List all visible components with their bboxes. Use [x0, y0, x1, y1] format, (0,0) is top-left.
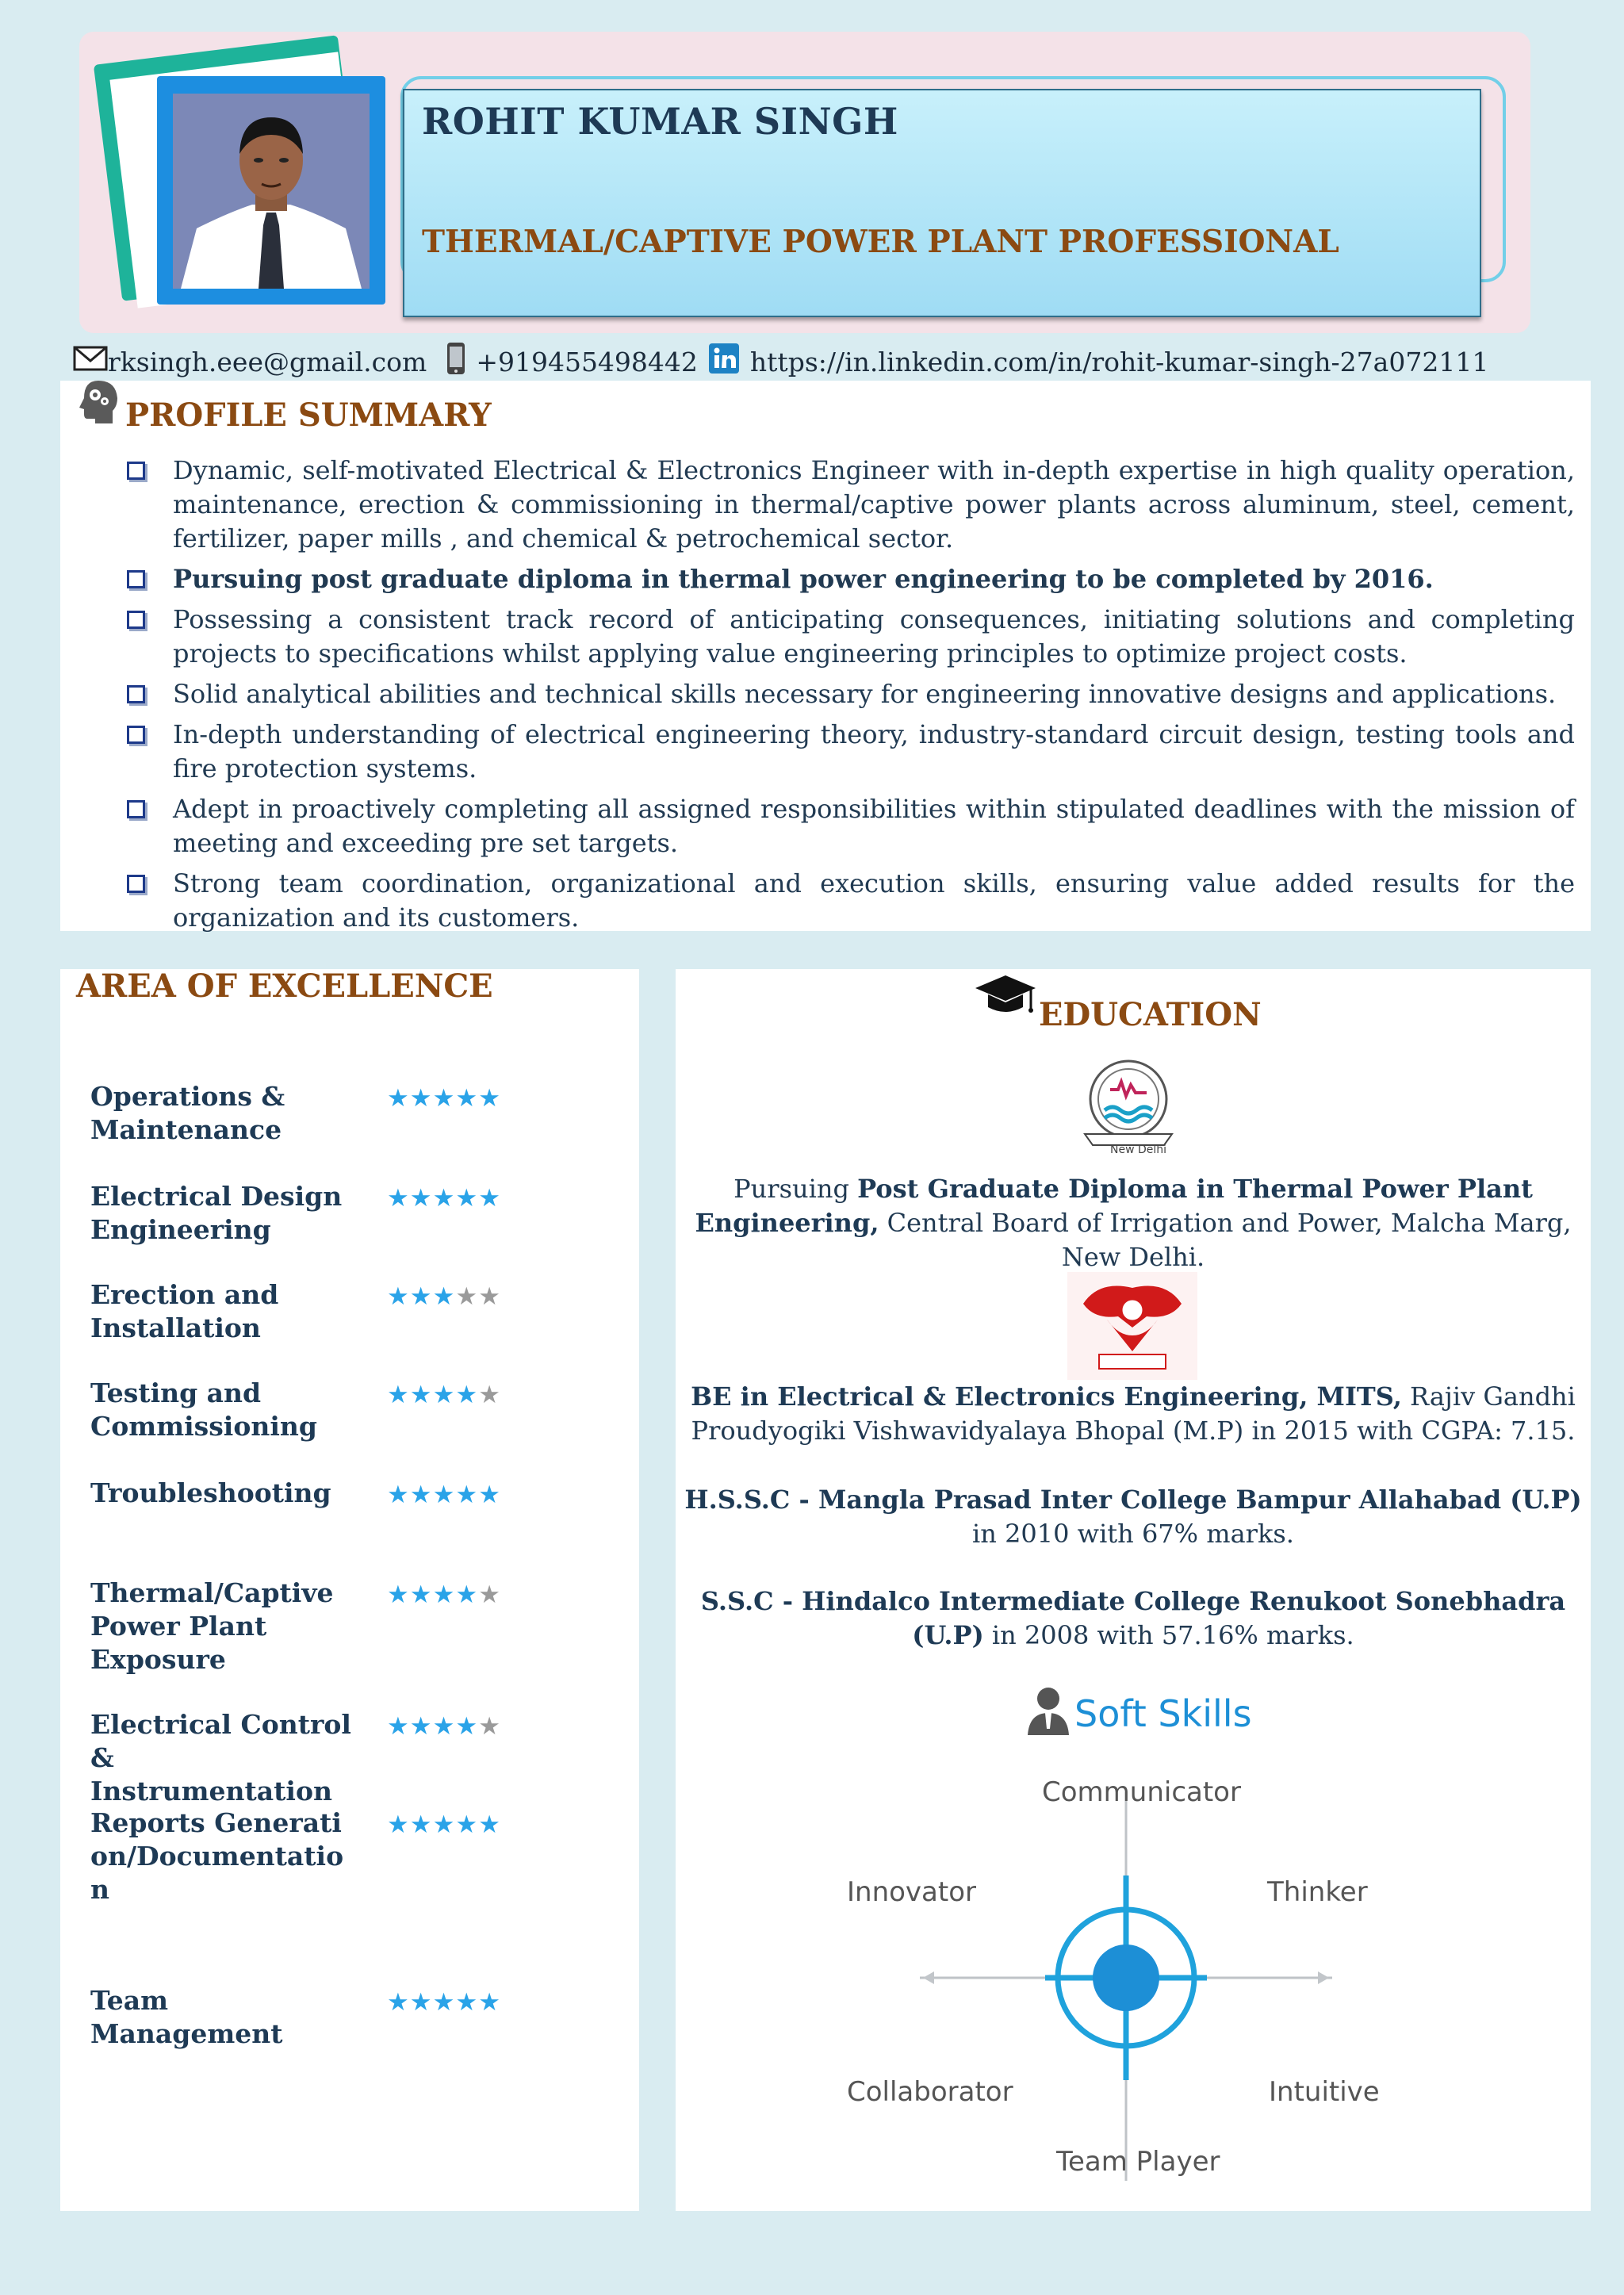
star-empty-icon: ★ — [478, 1381, 501, 1409]
soft-skill-label: Thinker — [1267, 1876, 1368, 1908]
star-filled-icon: ★ — [455, 1084, 479, 1113]
checkbox-bullet-icon — [127, 611, 145, 629]
soft-skill-label: Team Player — [1056, 2146, 1220, 2178]
star-empty-icon: ★ — [478, 1580, 501, 1609]
linkedin-link[interactable]: https://in.linkedin.com/in/rohit-kumar-singh-27a072111 — [749, 346, 1489, 377]
star-filled-icon: ★ — [387, 1381, 410, 1409]
checkbox-bullet-icon — [127, 800, 145, 818]
profile-summary-title: PROFILE SUMMARY — [125, 397, 492, 434]
star-filled-icon: ★ — [432, 1184, 456, 1213]
star-filled-icon: ★ — [432, 1381, 456, 1409]
soft-skills-diagram — [912, 1776, 1364, 2197]
star-filled-icon: ★ — [409, 1184, 433, 1213]
star-filled-icon: ★ — [409, 1988, 433, 2017]
skill-name: Team Management — [90, 1985, 283, 2049]
list-item: Possessing a consistent track record of anticipating consequences, initiating solutions and completing projects to specifications whilst applying value engineering principles to optimize project costs. — [124, 603, 1575, 671]
list-item: Pursuing post graduate diploma in thermal power engineering to be completed by 2016. — [124, 562, 1575, 596]
skill-rating-stars — [387, 1581, 501, 1608]
star-filled-icon: ★ — [432, 1481, 456, 1509]
education-entry: S.S.C - Hindalco Intermediate College Renukoot Sonebhadra (U.P) in 2008 with 57.16% marks. — [700, 1586, 1566, 1650]
skill-name: Reports Generation/Documentation — [90, 1807, 344, 1905]
star-filled-icon: ★ — [432, 1810, 456, 1839]
graduation-cap-icon — [974, 969, 1037, 1025]
star-filled-icon: ★ — [432, 1084, 456, 1113]
star-filled-icon: ★ — [455, 1184, 479, 1213]
star-filled-icon: ★ — [455, 1381, 479, 1409]
star-filled-icon: ★ — [387, 1988, 410, 2017]
star-filled-icon: ★ — [409, 1580, 433, 1609]
star-filled-icon: ★ — [478, 1184, 501, 1213]
email-link[interactable]: rksingh.eee@gmail.com — [108, 346, 427, 377]
education-entry: H.S.S.C - Mangla Prasad Inter College Bampur Allahabad (U.P) in 2010 with 67% marks. — [684, 1485, 1582, 1549]
skill-name: Thermal/Captive Power Plant Exposure — [90, 1577, 334, 1675]
left-arrow-icon — [923, 1971, 934, 1984]
star-filled-icon: ★ — [409, 1481, 433, 1509]
star-filled-icon: ★ — [455, 1810, 479, 1839]
soft-skill-label: Collaborator — [847, 2076, 1013, 2108]
star-filled-icon: ★ — [455, 1580, 479, 1609]
skill-rating-stars — [387, 1085, 501, 1112]
education-entry: Pursuing Post Graduate Diploma in Thermal Power Plant Engineering, Central Board of Irrigation and Power, Malcha Marg, New Delhi. — [695, 1174, 1572, 1272]
skill-name: Operations & Maintenance — [90, 1081, 285, 1145]
star-empty-icon: ★ — [478, 1282, 501, 1311]
star-filled-icon: ★ — [387, 1282, 410, 1311]
education-entry: BE in Electrical & Electronics Engineering, MITS, Rajiv Gandhi Proudyogiki Vishwavidyalaya Bhopal (M.P) in 2015 with CGPA: 7.15. — [691, 1381, 1576, 1446]
star-filled-icon: ★ — [387, 1184, 410, 1213]
star-filled-icon: ★ — [455, 1988, 479, 2017]
person-icon — [1025, 1684, 1072, 1738]
checkbox-bullet-icon — [127, 685, 145, 703]
cbip-logo-caption: New Delhi — [1110, 1144, 1167, 1156]
star-filled-icon: ★ — [432, 1712, 456, 1741]
star-filled-icon: ★ — [409, 1282, 433, 1311]
star-filled-icon: ★ — [409, 1084, 433, 1113]
candidate-name: ROHIT KUMAR SINGH — [422, 100, 898, 143]
star-filled-icon: ★ — [455, 1712, 479, 1741]
star-filled-icon: ★ — [455, 1481, 479, 1509]
list-item: Dynamic, self-motivated Electrical & Electronics Engineer with in-depth expertise in high quality operation, maintenance, erection & commissioning in thermal/captive power plants across aluminum, steel, cement, fertilizer, paper mills , and chemical & petrochemical sector. — [124, 454, 1575, 556]
skill-name: Troubleshooting — [90, 1477, 331, 1508]
soft-skill-label: Communicator — [1042, 1776, 1241, 1808]
star-filled-icon: ★ — [478, 1084, 501, 1113]
skill-rating-stars — [387, 1989, 501, 2016]
skill-rating-stars — [387, 1811, 501, 1838]
checkbox-bullet-icon — [127, 875, 145, 893]
star-filled-icon: ★ — [478, 1481, 501, 1509]
star-filled-icon: ★ — [478, 1810, 501, 1839]
star-empty-icon: ★ — [478, 1712, 501, 1741]
star-filled-icon: ★ — [432, 1988, 456, 2017]
education-title: EDUCATION — [1039, 996, 1262, 1033]
star-filled-icon: ★ — [387, 1084, 410, 1113]
star-filled-icon: ★ — [387, 1481, 410, 1509]
envelope-icon — [73, 345, 108, 378]
star-filled-icon: ★ — [432, 1580, 456, 1609]
list-item: Adept in proactively completing all assigned responsibilities within stipulated deadlines with the mission of meeting and exceeding pre set targets. — [124, 792, 1575, 860]
star-filled-icon: ★ — [387, 1580, 410, 1609]
linkedin-icon — [709, 343, 739, 380]
star-filled-icon: ★ — [409, 1810, 433, 1839]
skill-name: Electrical Control & Instrumentation — [90, 1709, 351, 1806]
soft-skill-label: Intuitive — [1269, 2076, 1380, 2108]
head-gears-icon — [78, 379, 119, 430]
profile-photo — [173, 94, 370, 289]
soft-skill-label: Innovator — [847, 1876, 976, 1908]
list-item: In-depth understanding of electrical engineering theory, industry-standard circuit design, testing tools and fire protection systems. — [124, 718, 1575, 786]
phone-number[interactable]: +919455498442 — [476, 346, 698, 377]
star-filled-icon: ★ — [432, 1282, 456, 1311]
star-filled-icon: ★ — [478, 1988, 501, 2017]
skill-name: Testing and Commissioning — [90, 1377, 317, 1442]
list-item: Strong team coordination, organizational and execution skills, ensuring value added results for the organization and its customers. — [124, 867, 1575, 935]
checkbox-bullet-icon — [127, 462, 145, 480]
star-filled-icon: ★ — [387, 1712, 410, 1741]
mits-logo — [1067, 1272, 1197, 1383]
checkbox-bullet-icon — [127, 570, 145, 588]
area-of-excellence-title: AREA OF EXCELLENCE — [76, 967, 493, 1005]
checkbox-bullet-icon — [127, 726, 145, 744]
skill-rating-stars — [387, 1283, 501, 1310]
star-filled-icon: ★ — [387, 1810, 410, 1839]
candidate-role: THERMAL/CAPTIVE POWER PLANT PROFESSIONAL — [422, 224, 1339, 260]
mobile-phone-icon — [446, 341, 466, 382]
skill-rating-stars — [387, 1185, 501, 1212]
target-center — [1093, 1944, 1159, 2011]
profile-summary-list — [124, 454, 1575, 941]
skill-rating-stars — [387, 1481, 501, 1508]
skill-rating-stars — [387, 1713, 501, 1740]
skill-name: Erection and Installation — [90, 1279, 279, 1343]
skill-name: Electrical Design Engineering — [90, 1181, 343, 1245]
contact-line — [73, 339, 1488, 384]
skill-rating-stars — [387, 1381, 501, 1408]
star-filled-icon: ★ — [409, 1712, 433, 1741]
star-filled-icon: ★ — [409, 1381, 433, 1409]
list-item: Solid analytical abilities and technical skills necessary for engineering innovative designs and applications. — [124, 677, 1575, 711]
right-arrow-icon — [1318, 1971, 1329, 1984]
soft-skills-title: Soft Skills — [1074, 1692, 1252, 1735]
star-empty-icon: ★ — [455, 1282, 479, 1311]
